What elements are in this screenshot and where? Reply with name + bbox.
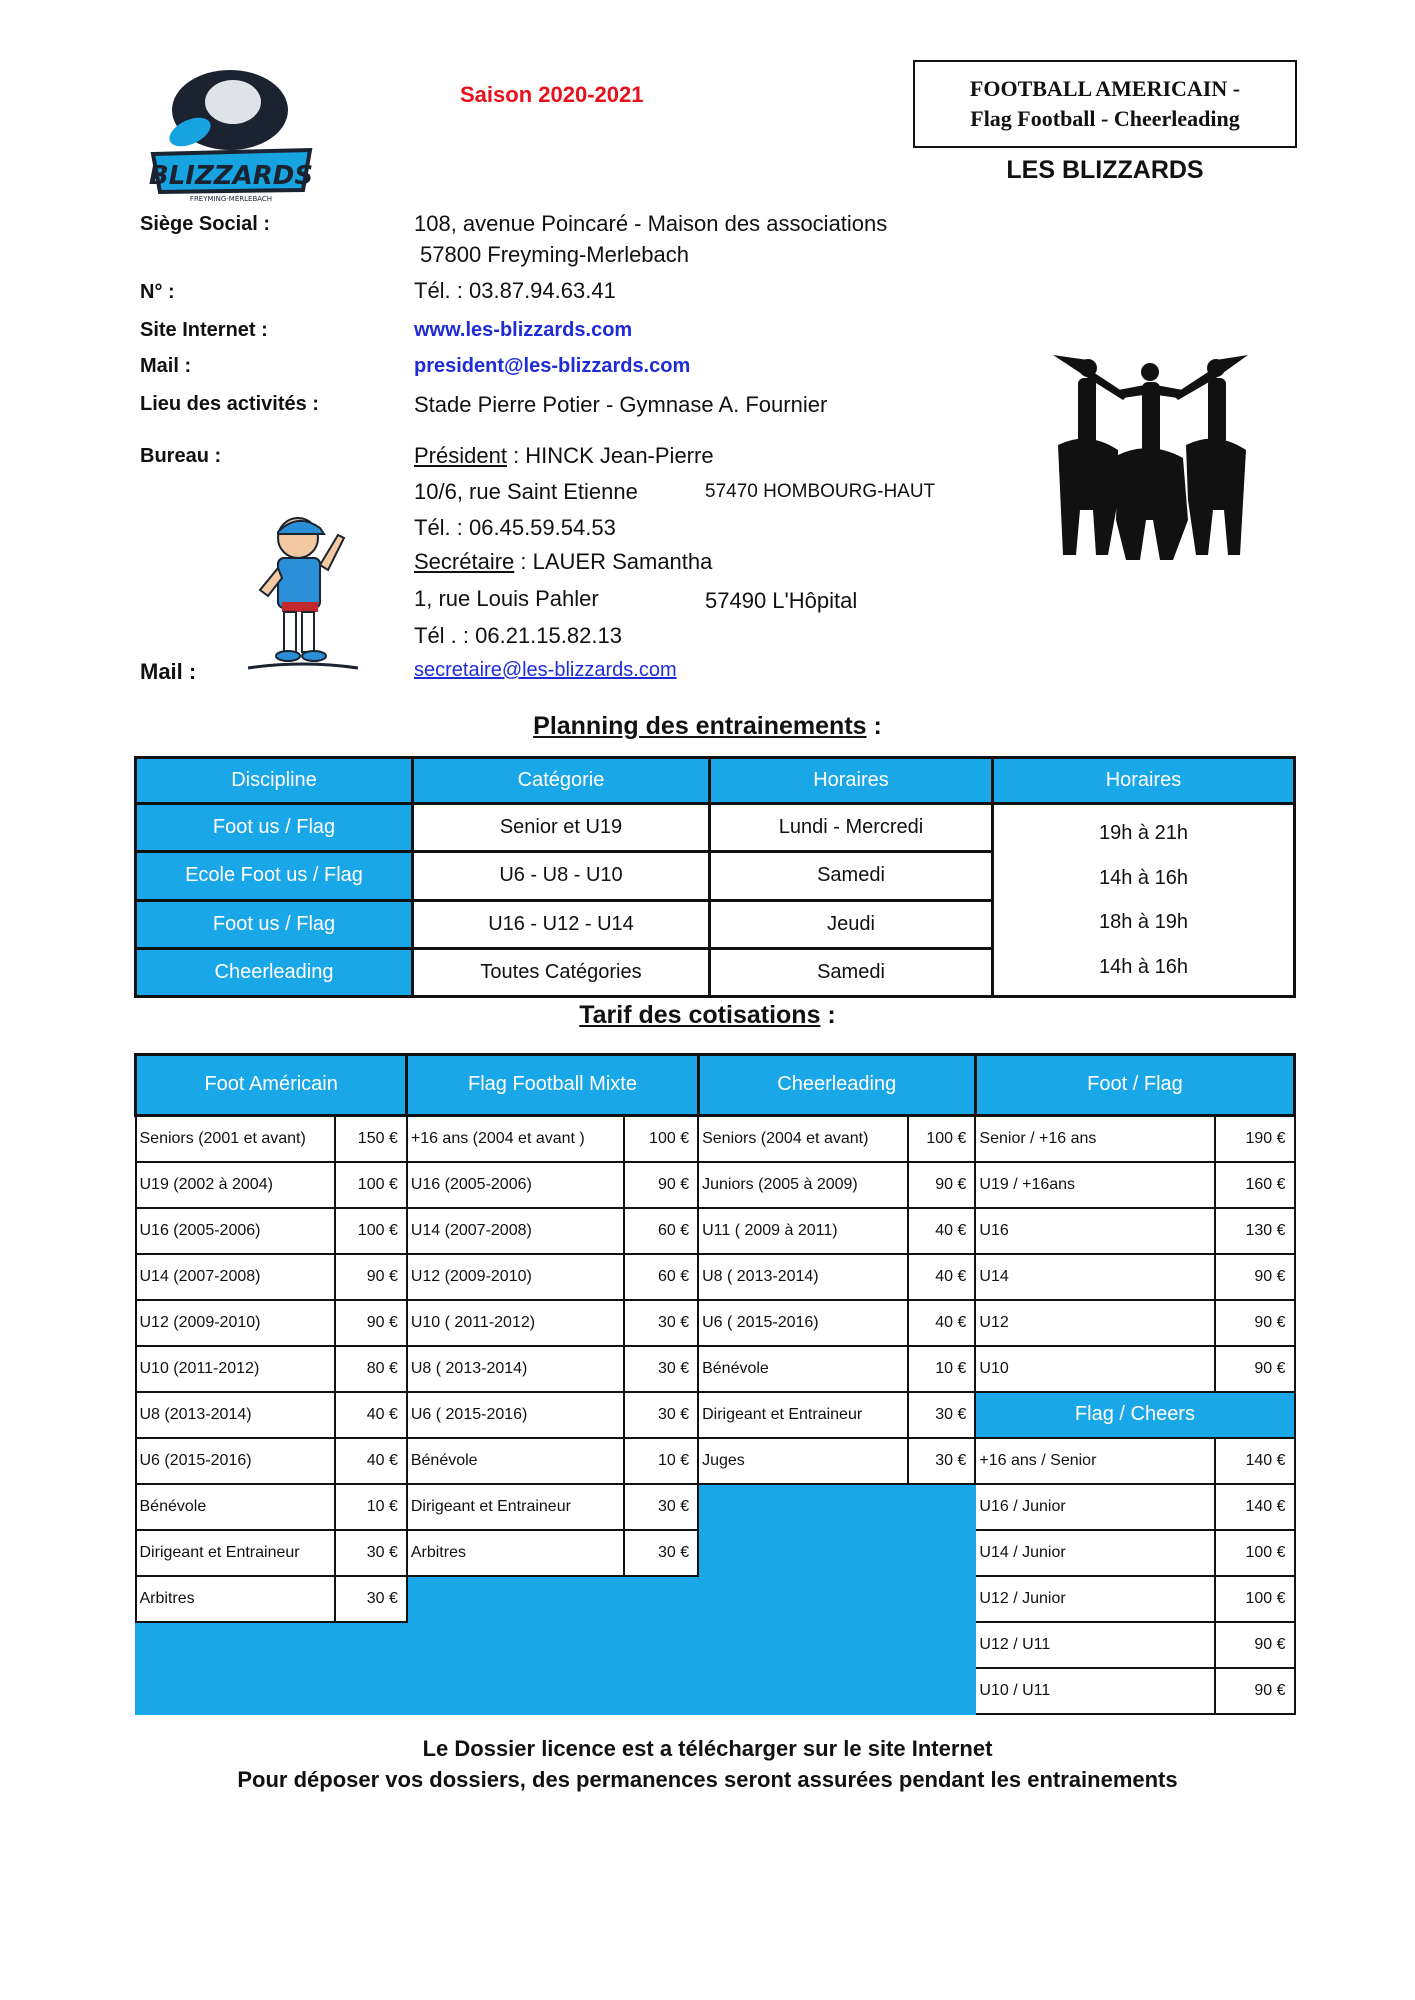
jours-cell: Samedi bbox=[710, 948, 993, 996]
tarif-price-cell: 80 € bbox=[335, 1346, 407, 1392]
tarif-title: Tarif des cotisations : bbox=[579, 1001, 836, 1029]
tarif-price-cell: 40 € bbox=[335, 1438, 407, 1484]
siege-line2: 57800 Freyming-Merlebach bbox=[420, 242, 690, 267]
tarif-label-cell: U6 ( 2015-2016) bbox=[698, 1300, 907, 1346]
tarif-label-cell: +16 ans / Senior bbox=[975, 1438, 1214, 1484]
table-row bbox=[136, 1208, 1295, 1254]
tarif-price-cell: 100 € bbox=[1215, 1530, 1295, 1576]
secretary-tel: Tél . : 06.21.15.82.13 bbox=[414, 623, 622, 648]
season-label: Saison 2020-2021 bbox=[460, 82, 644, 107]
president-city: 57470 HOMBOURG-HAUT bbox=[705, 481, 936, 502]
tarif-header-footflag: Foot / Flag bbox=[975, 1055, 1294, 1116]
header-box-line1: FOOTBALL AMERICAIN - bbox=[969, 76, 1241, 101]
tarif-label-cell: Juges bbox=[698, 1438, 907, 1484]
discipline-cell: Cheerleading bbox=[136, 948, 413, 996]
lieu-value: Stade Pierre Potier - Gymnase A. Fournier bbox=[414, 392, 828, 417]
tarif-label-cell: U14 (2007-2008) bbox=[136, 1254, 335, 1300]
tarif-price-cell: 30 € bbox=[624, 1300, 698, 1346]
tarif-header-flag: Flag Football Mixte bbox=[407, 1055, 698, 1116]
tarif-label-cell: U11 ( 2009 à 2011) bbox=[698, 1208, 907, 1254]
categorie-cell: Toutes Catégories bbox=[413, 948, 710, 996]
empty-cell bbox=[698, 1622, 975, 1668]
tarif-label-cell: U16 (2005-2006) bbox=[136, 1208, 335, 1254]
tarif-price-cell: 30 € bbox=[908, 1438, 976, 1484]
lieu-label: Lieu des activités : bbox=[140, 393, 319, 415]
table-row bbox=[136, 1530, 1295, 1576]
tarif-label-cell: Arbitres bbox=[136, 1576, 335, 1622]
tarif-price-cell: 40 € bbox=[335, 1392, 407, 1438]
secretary-title: Secrétaire bbox=[414, 549, 515, 574]
secretary-line bbox=[414, 549, 712, 575]
planning-header-horaires: Horaires bbox=[993, 758, 1295, 804]
president-title: Président bbox=[414, 443, 507, 468]
tarif-label-cell: U16 / Junior bbox=[975, 1484, 1214, 1530]
tarif-price-cell: 10 € bbox=[335, 1484, 407, 1530]
tarif-price-cell: 140 € bbox=[1215, 1438, 1295, 1484]
tarif-label-cell: U14 / Junior bbox=[975, 1530, 1214, 1576]
tarif-label-cell: U10 (2011-2012) bbox=[136, 1346, 335, 1392]
tarif-price-cell: 30 € bbox=[624, 1530, 698, 1576]
tarif-price-cell: 100 € bbox=[1215, 1576, 1295, 1622]
tarif-label-cell: +16 ans (2004 et avant ) bbox=[407, 1115, 624, 1162]
jours-cell: Lundi - Mercredi bbox=[710, 804, 993, 852]
tarif-price-cell: 10 € bbox=[908, 1346, 976, 1392]
categorie-cell: U6 - U8 - U10 bbox=[413, 852, 710, 900]
tarif-label-cell: Dirigeant et Entraineur bbox=[407, 1484, 624, 1530]
tarif-table bbox=[134, 1053, 1296, 1715]
tarif-price-cell: 40 € bbox=[908, 1300, 976, 1346]
secretary-address: 1, rue Louis Pahler bbox=[414, 586, 599, 611]
table-row bbox=[136, 804, 1295, 852]
tarif-price-cell: 90 € bbox=[908, 1162, 976, 1208]
empty-cell bbox=[698, 1530, 975, 1576]
president-address: 10/6, rue Saint Etienne bbox=[414, 479, 638, 504]
tarif-price-cell: 90 € bbox=[1215, 1254, 1295, 1300]
tarif-price-cell: 130 € bbox=[1215, 1208, 1295, 1254]
president-tel: Tél. : 06.45.59.54.53 bbox=[414, 515, 616, 540]
table-row bbox=[136, 1576, 1295, 1622]
tarif-price-cell: 190 € bbox=[1215, 1115, 1295, 1162]
horaires-cell bbox=[993, 804, 1295, 997]
tarif-label-cell: U16 (2005-2006) bbox=[407, 1162, 624, 1208]
tarif-label-cell: U12 (2009-2010) bbox=[407, 1254, 624, 1300]
empty-cell bbox=[698, 1576, 975, 1622]
empty-cell bbox=[136, 1668, 407, 1714]
tarif-price-cell: 100 € bbox=[908, 1115, 976, 1162]
tarif-price-cell: 60 € bbox=[624, 1254, 698, 1300]
tarif-label-cell: U12 / U11 bbox=[975, 1622, 1214, 1668]
horaire-value: 14h à 16h bbox=[1099, 955, 1188, 978]
tarif-label-cell: U14 bbox=[975, 1254, 1214, 1300]
empty-cell bbox=[136, 1622, 407, 1668]
club-logo bbox=[138, 62, 324, 204]
footer-line1: Le Dossier licence est a télécharger sur le site Internet bbox=[422, 1736, 993, 1761]
discipline-cell: Ecole Foot us / Flag bbox=[136, 852, 413, 900]
empty-cell bbox=[407, 1622, 698, 1668]
horaire-value: 14h à 16h bbox=[1099, 866, 1188, 889]
tarif-label-cell: U14 (2007-2008) bbox=[407, 1208, 624, 1254]
bureau-label: Bureau : bbox=[140, 445, 222, 467]
tarif-label-cell: U10 ( 2011-2012) bbox=[407, 1300, 624, 1346]
table-row bbox=[136, 1115, 1295, 1162]
flag-cheers-subheader: Flag / Cheers bbox=[975, 1392, 1294, 1438]
tarif-price-cell: 90 € bbox=[335, 1254, 407, 1300]
tarif-price-cell: 100 € bbox=[335, 1162, 407, 1208]
tarif-price-cell: 90 € bbox=[1215, 1300, 1295, 1346]
table-row bbox=[136, 1346, 1295, 1392]
tarif-price-cell: 30 € bbox=[624, 1484, 698, 1530]
tarif-label-cell: Bénévole bbox=[136, 1484, 335, 1530]
player-mascot-image bbox=[238, 510, 368, 675]
tel-value: Tél. : 03.87.94.63.41 bbox=[414, 278, 616, 303]
tarif-price-cell: 150 € bbox=[335, 1115, 407, 1162]
empty-cell bbox=[407, 1668, 698, 1714]
empty-cell bbox=[698, 1668, 975, 1714]
tarif-price-cell: 40 € bbox=[908, 1208, 976, 1254]
tarif-label-cell: U19 / +16ans bbox=[975, 1162, 1214, 1208]
tarif-label-cell: Arbitres bbox=[407, 1530, 624, 1576]
empty-cell bbox=[407, 1576, 698, 1622]
empty-cell bbox=[698, 1484, 975, 1530]
tarif-label-cell: U16 bbox=[975, 1208, 1214, 1254]
tarif-label-cell: Dirigeant et Entraineur bbox=[698, 1392, 907, 1438]
secretary-name: : LAUER Samantha bbox=[514, 549, 713, 574]
header-box bbox=[913, 60, 1297, 148]
tarif-price-cell: 90 € bbox=[1215, 1346, 1295, 1392]
tarif-price-cell: 100 € bbox=[624, 1115, 698, 1162]
planning-table bbox=[134, 756, 1296, 998]
cheerleaders-silhouette-image bbox=[1048, 350, 1253, 565]
no-label: N° : bbox=[140, 281, 175, 303]
table-row bbox=[136, 1392, 1295, 1438]
svg-text:FREYMING-MERLEBACH: FREYMING-MERLEBACH bbox=[189, 195, 273, 203]
table-row bbox=[136, 1254, 1295, 1300]
site-label: Site Internet : bbox=[140, 319, 268, 341]
discipline-cell: Foot us / Flag bbox=[136, 900, 413, 948]
tarif-price-cell: 90 € bbox=[335, 1300, 407, 1346]
planning-header-categorie: Catégorie bbox=[413, 758, 710, 804]
siege-line1: 108, avenue Poincaré - Maison des associations bbox=[414, 211, 888, 236]
tarif-price-cell: 90 € bbox=[1215, 1622, 1295, 1668]
tarif-price-cell: 140 € bbox=[1215, 1484, 1295, 1530]
categorie-cell: U16 - U12 - U14 bbox=[413, 900, 710, 948]
tarif-label-cell: Bénévole bbox=[698, 1346, 907, 1392]
tarif-label-cell: U12 / Junior bbox=[975, 1576, 1214, 1622]
tarif-label-cell: U6 (2015-2016) bbox=[136, 1438, 335, 1484]
jours-cell: Samedi bbox=[710, 852, 993, 900]
discipline-cell: Foot us / Flag bbox=[136, 804, 413, 852]
mail-label: Mail : bbox=[140, 355, 192, 377]
tarif-label-cell: Seniors (2001 et avant) bbox=[136, 1115, 335, 1162]
siege-label: Siège Social : bbox=[140, 213, 271, 235]
table-row bbox=[136, 1438, 1295, 1484]
tarif-price-cell: 30 € bbox=[335, 1530, 407, 1576]
svg-text:BLIZZARDS: BLIZZARDS bbox=[148, 161, 314, 191]
table-row bbox=[136, 1622, 1295, 1668]
tarif-label-cell: Dirigeant et Entraineur bbox=[136, 1530, 335, 1576]
categorie-cell: Senior et U19 bbox=[413, 804, 710, 852]
tarif-price-cell: 90 € bbox=[1215, 1668, 1295, 1714]
table-row bbox=[136, 1484, 1295, 1530]
table-row bbox=[136, 1162, 1295, 1208]
planning-header-jours: Horaires bbox=[710, 758, 993, 804]
mail2-label: Mail : bbox=[140, 659, 197, 684]
planning-header-discipline: Discipline bbox=[136, 758, 413, 804]
tarif-price-cell: 30 € bbox=[624, 1392, 698, 1438]
president-name: : HINCK Jean-Pierre bbox=[506, 443, 714, 468]
tarif-price-cell: 90 € bbox=[624, 1162, 698, 1208]
tarif-price-cell: 30 € bbox=[908, 1392, 976, 1438]
tarif-price-cell: 30 € bbox=[624, 1346, 698, 1392]
tarif-price-cell: 100 € bbox=[335, 1208, 407, 1254]
header-box-line2: Flag Football - Cheerleading bbox=[970, 106, 1240, 131]
tarif-label-cell: U10 bbox=[975, 1346, 1214, 1392]
tarif-label-cell: U8 ( 2013-2014) bbox=[698, 1254, 907, 1300]
tarif-label-cell: Seniors (2004 et avant) bbox=[698, 1115, 907, 1162]
tarif-label-cell: U6 ( 2015-2016) bbox=[407, 1392, 624, 1438]
tarif-label-cell: U12 (2009-2010) bbox=[136, 1300, 335, 1346]
tarif-price-cell: 30 € bbox=[335, 1576, 407, 1622]
tarif-label-cell: U12 bbox=[975, 1300, 1214, 1346]
tarif-label-cell: U19 (2002 à 2004) bbox=[136, 1162, 335, 1208]
tarif-label-cell: U8 ( 2013-2014) bbox=[407, 1346, 624, 1392]
jours-cell: Jeudi bbox=[710, 900, 993, 948]
tarif-header-foot: Foot Américain bbox=[136, 1055, 407, 1116]
tarif-header-cheer: Cheerleading bbox=[698, 1055, 975, 1116]
horaire-value: 19h à 21h bbox=[1099, 822, 1188, 844]
tarif-price-cell: 40 € bbox=[908, 1254, 976, 1300]
tarif-label-cell: Bénévole bbox=[407, 1438, 624, 1484]
secretary-city: 57490 L'Hôpital bbox=[705, 588, 858, 613]
planning-title: Planning des entrainements : bbox=[533, 712, 882, 740]
site-link[interactable]: www.les-blizzards.com bbox=[414, 319, 633, 341]
mail-link[interactable]: president@les-blizzards.com bbox=[414, 355, 691, 377]
tarif-price-cell: 10 € bbox=[624, 1438, 698, 1484]
tarif-label-cell: Senior / +16 ans bbox=[975, 1115, 1214, 1162]
horaire-value: 18h à 19h bbox=[1099, 911, 1188, 933]
tarif-price-cell: 60 € bbox=[624, 1208, 698, 1254]
tarif-label-cell: U10 / U11 bbox=[975, 1668, 1214, 1714]
tarif-label-cell: U8 (2013-2014) bbox=[136, 1392, 335, 1438]
club-name: LES BLIZZARDS bbox=[1006, 156, 1204, 184]
tarif-label-cell: Juniors (2005 à 2009) bbox=[698, 1162, 907, 1208]
table-row bbox=[136, 1300, 1295, 1346]
footer-line2: Pour déposer vos dossiers, des permanences seront assurées pendant les entrainements bbox=[237, 1767, 1178, 1792]
tarif-price-cell: 160 € bbox=[1215, 1162, 1295, 1208]
president-line bbox=[414, 443, 714, 469]
table-row bbox=[136, 1668, 1295, 1714]
secretary-mail-link[interactable]: secretaire@les-blizzards.com bbox=[414, 659, 677, 681]
